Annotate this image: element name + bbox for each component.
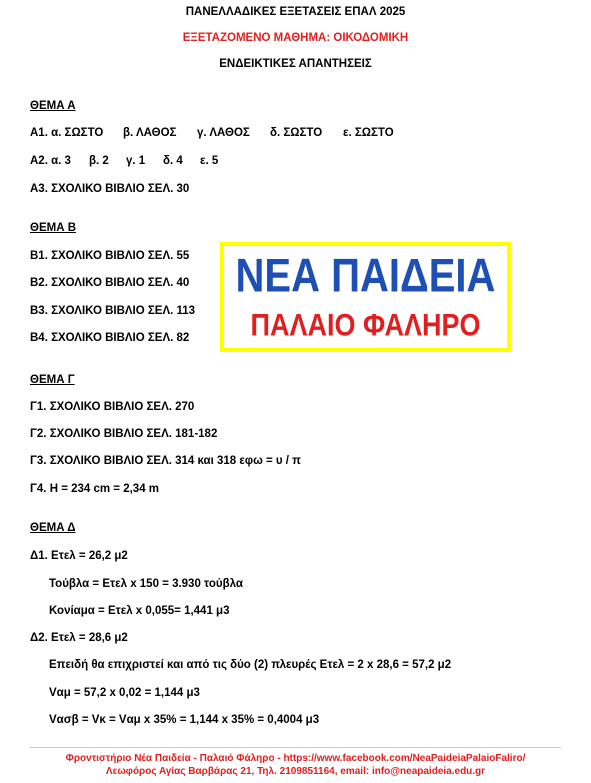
footer-line-1: Φροντιστήριο Νέα Παιδεία - Παλαιό Φάληρο - https://www.facebook.com/NeaPaideiaPalaioFaliro/	[65, 753, 526, 764]
answer-a1-alpha: Α1. α. ΣΩΣΤΟ	[30, 127, 104, 139]
header-subject: ΕΞΕΤΑΖΟΜΕΝΟ ΜΑΘΗΜΑ: ΟΙΚΟΔΟΜΙΚΗ	[182, 32, 409, 44]
logo-text-top: ΝΕΑ ΠΑΙΔΕΙΑ	[235, 250, 496, 302]
section-heading-b: ΘΕΜΑ Β	[30, 222, 76, 234]
answer-d2-vam: Vαμ = 57,2 x 0,02 = 1,144 μ3	[49, 687, 200, 699]
section-heading-g: ΘΕΜΑ Γ	[30, 374, 75, 386]
footer-line-2: Λεωφόρος Αγίας Βαρβάρας 21, Τηλ. 2109851164, email: info@neapaideia.edu.gr	[105, 766, 486, 777]
section-heading-d: ΘΕΜΑ Δ	[30, 522, 76, 534]
answer-g4: Γ4. Η = 234 cm = 2,34 m	[30, 483, 160, 495]
logo-text-bottom: ΠΑΛΑΙΟ ΦΑΛΗΡΟ	[250, 308, 481, 343]
answer-a1-epsilon: ε. ΣΩΣΤΟ	[343, 127, 394, 139]
section-heading-a: ΘΕΜΑ Α	[30, 100, 76, 112]
answer-a1-beta: β. ΛΑΘΟΣ	[123, 127, 177, 139]
answer-a1-delta: δ. ΣΩΣΤΟ	[270, 127, 323, 139]
answer-d1-mortar: Κονίαμα = Ετελ x 0,055= 1,441 μ3	[49, 605, 230, 617]
answer-a3: Α3. ΣΧΟΛΙΚΟ ΒΙΒΛΙΟ ΣΕΛ. 30	[30, 183, 190, 195]
answer-a2-epsilon: ε. 5	[200, 155, 219, 167]
answer-d2-note: Επειδή θα επιχριστεί και από τις δύο (2) πλευρές Ετελ = 2 x 28,6 = 57,2 μ2	[49, 659, 452, 671]
header-subtitle: ΕΝΔΕΙΚΤΙΚΕΣ ΑΠΑΝΤΗΣΕΙΣ	[219, 58, 372, 70]
answer-g2: Γ2. ΣΧΟΛΙΚΟ ΒΙΒΛΙΟ ΣΕΛ. 181-182	[30, 428, 218, 440]
answer-a2	[30, 155, 330, 171]
header-title: ΠΑΝΕΛΛΑΔΙΚΕΣ ΕΞΕΤΑΣΕΙΣ ΕΠΑΛ 2025	[185, 6, 406, 18]
answer-d1: Δ1. Ετελ = 26,2 μ2	[30, 550, 128, 562]
answer-b2: Β2. ΣΧΟΛΙΚΟ ΒΙΒΛΙΟ ΣΕΛ. 40	[30, 277, 190, 289]
answer-a2-beta: β. 2	[89, 155, 109, 167]
answer-g3: Γ3. ΣΧΟΛΙΚΟ ΒΙΒΛΙΟ ΣΕΛ. 314 και 318 εφω = υ / π	[30, 455, 301, 467]
footer-divider	[30, 747, 561, 748]
answer-d2-vasv: Vασβ = Vκ = Vαμ x 35% = 1,144 x 35% = 0,4004 μ3	[49, 714, 320, 726]
answer-d2: Δ2. Ετελ = 28,6 μ2	[30, 632, 128, 644]
answer-b4: Β4. ΣΧΟΛΙΚΟ ΒΙΒΛΙΟ ΣΕΛ. 82	[30, 332, 190, 344]
answer-a2-gamma: γ. 1	[126, 155, 146, 167]
answer-d1-bricks: Τούβλα = Ετελ x 150 = 3.930 τούβλα	[49, 578, 243, 590]
answer-b1: Β1. ΣΧΟΛΙΚΟ ΒΙΒΛΙΟ ΣΕΛ. 55	[30, 250, 190, 262]
answer-b3: Β3. ΣΧΟΛΙΚΟ ΒΙΒΛΙΟ ΣΕΛ. 113	[30, 305, 196, 317]
answer-a1-gamma: γ. ΛΑΘΟΣ	[197, 127, 250, 139]
answer-a2-delta: δ. 4	[163, 155, 183, 167]
answer-a1	[30, 127, 530, 143]
nea-paideia-logo	[220, 242, 511, 352]
answer-a2-alpha: Α2. α. 3	[30, 155, 71, 167]
answer-g1: Γ1. ΣΧΟΛΙΚΟ ΒΙΒΛΙΟ ΣΕΛ. 270	[30, 401, 195, 413]
